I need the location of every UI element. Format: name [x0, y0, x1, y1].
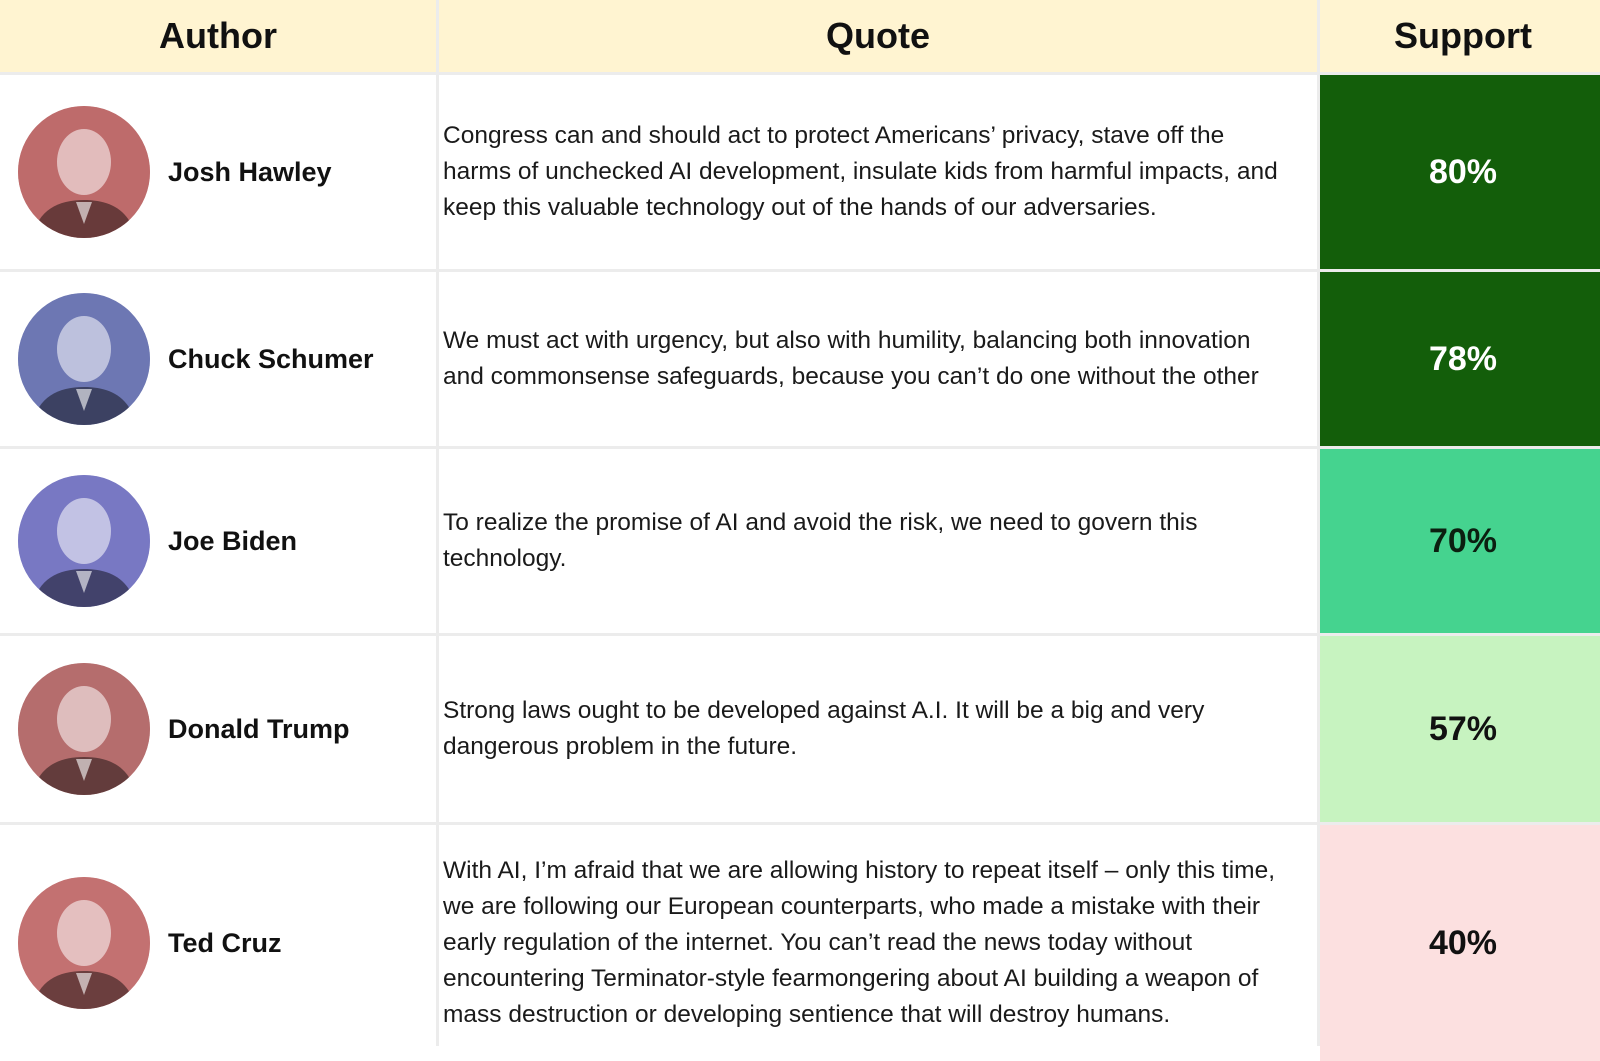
author-cell-3: [0, 636, 436, 822]
author-cell-1: [0, 272, 436, 446]
portrait-photo-icon: [18, 106, 150, 238]
quote-text: Strong laws ought to be developed against A.I. It will be a big and very dangerous problem in the future.: [443, 697, 1205, 760]
portrait-photo-icon: [18, 293, 150, 425]
quote-cell: [439, 272, 1317, 446]
portrait-silhouette: [18, 106, 150, 238]
quote-text: Congress can and should act to protect Americans’ privacy, stave off the harms of unchecked AI development, insulate kids from harmful impacts, and keep this valuable technology out of the hands of our adversaries.: [443, 122, 1278, 221]
support-cell: [1320, 825, 1600, 1061]
portrait-photo-icon: [18, 663, 150, 795]
portrait-silhouette: [18, 663, 150, 795]
support-cell: [1320, 75, 1600, 269]
support-value: 80%: [1428, 152, 1498, 191]
portrait-silhouette: [18, 877, 150, 1009]
portrait-photo-icon: [18, 475, 150, 607]
quote-cell: [439, 75, 1317, 269]
author-name: Ted Cruz: [168, 927, 282, 958]
author-name: Donald Trump: [168, 713, 350, 744]
support-cell: [1320, 272, 1600, 446]
quote-text: To realize the promise of AI and avoid the risk, we need to govern this technology.: [443, 509, 1198, 572]
author-name: Josh Hawley: [168, 156, 332, 187]
quote-cell: [439, 636, 1317, 822]
header-quote: Quote: [439, 0, 1317, 72]
author-cell-0: [0, 75, 436, 269]
portrait-photo-icon: [18, 877, 150, 1009]
support-value: 70%: [1428, 521, 1498, 560]
author-cell-2: [0, 449, 436, 633]
author-name: Chuck Schumer: [168, 343, 374, 374]
header-support: Support: [1320, 0, 1600, 72]
quote-cell: [439, 825, 1317, 1061]
support-value: 57%: [1428, 709, 1498, 748]
header-author: Author: [0, 0, 436, 72]
support-cell: [1320, 449, 1600, 633]
quote-text: With AI, I’m afraid that we are allowing history to repeat itself – only this time, we are following our European counterparts, who made a mistake with their early regulation of the internet. You can’t read the news today without encountering Terminator-style fearmongering about AI building a weapon of mass destruction or developing sentience that will destroy humans.: [443, 857, 1275, 1028]
author-name: Joe Biden: [168, 525, 298, 556]
quote-cell: [439, 449, 1317, 633]
author-cell-4: [0, 825, 436, 1061]
support-value: 78%: [1428, 339, 1498, 378]
portrait-silhouette: [18, 475, 150, 607]
portrait-silhouette: [18, 293, 150, 425]
quote-text: We must act with urgency, but also with humility, balancing both innovation and commonsense safeguards, because you can’t do one without the other: [443, 327, 1259, 390]
support-cell: [1320, 636, 1600, 822]
support-value: 40%: [1428, 923, 1498, 962]
